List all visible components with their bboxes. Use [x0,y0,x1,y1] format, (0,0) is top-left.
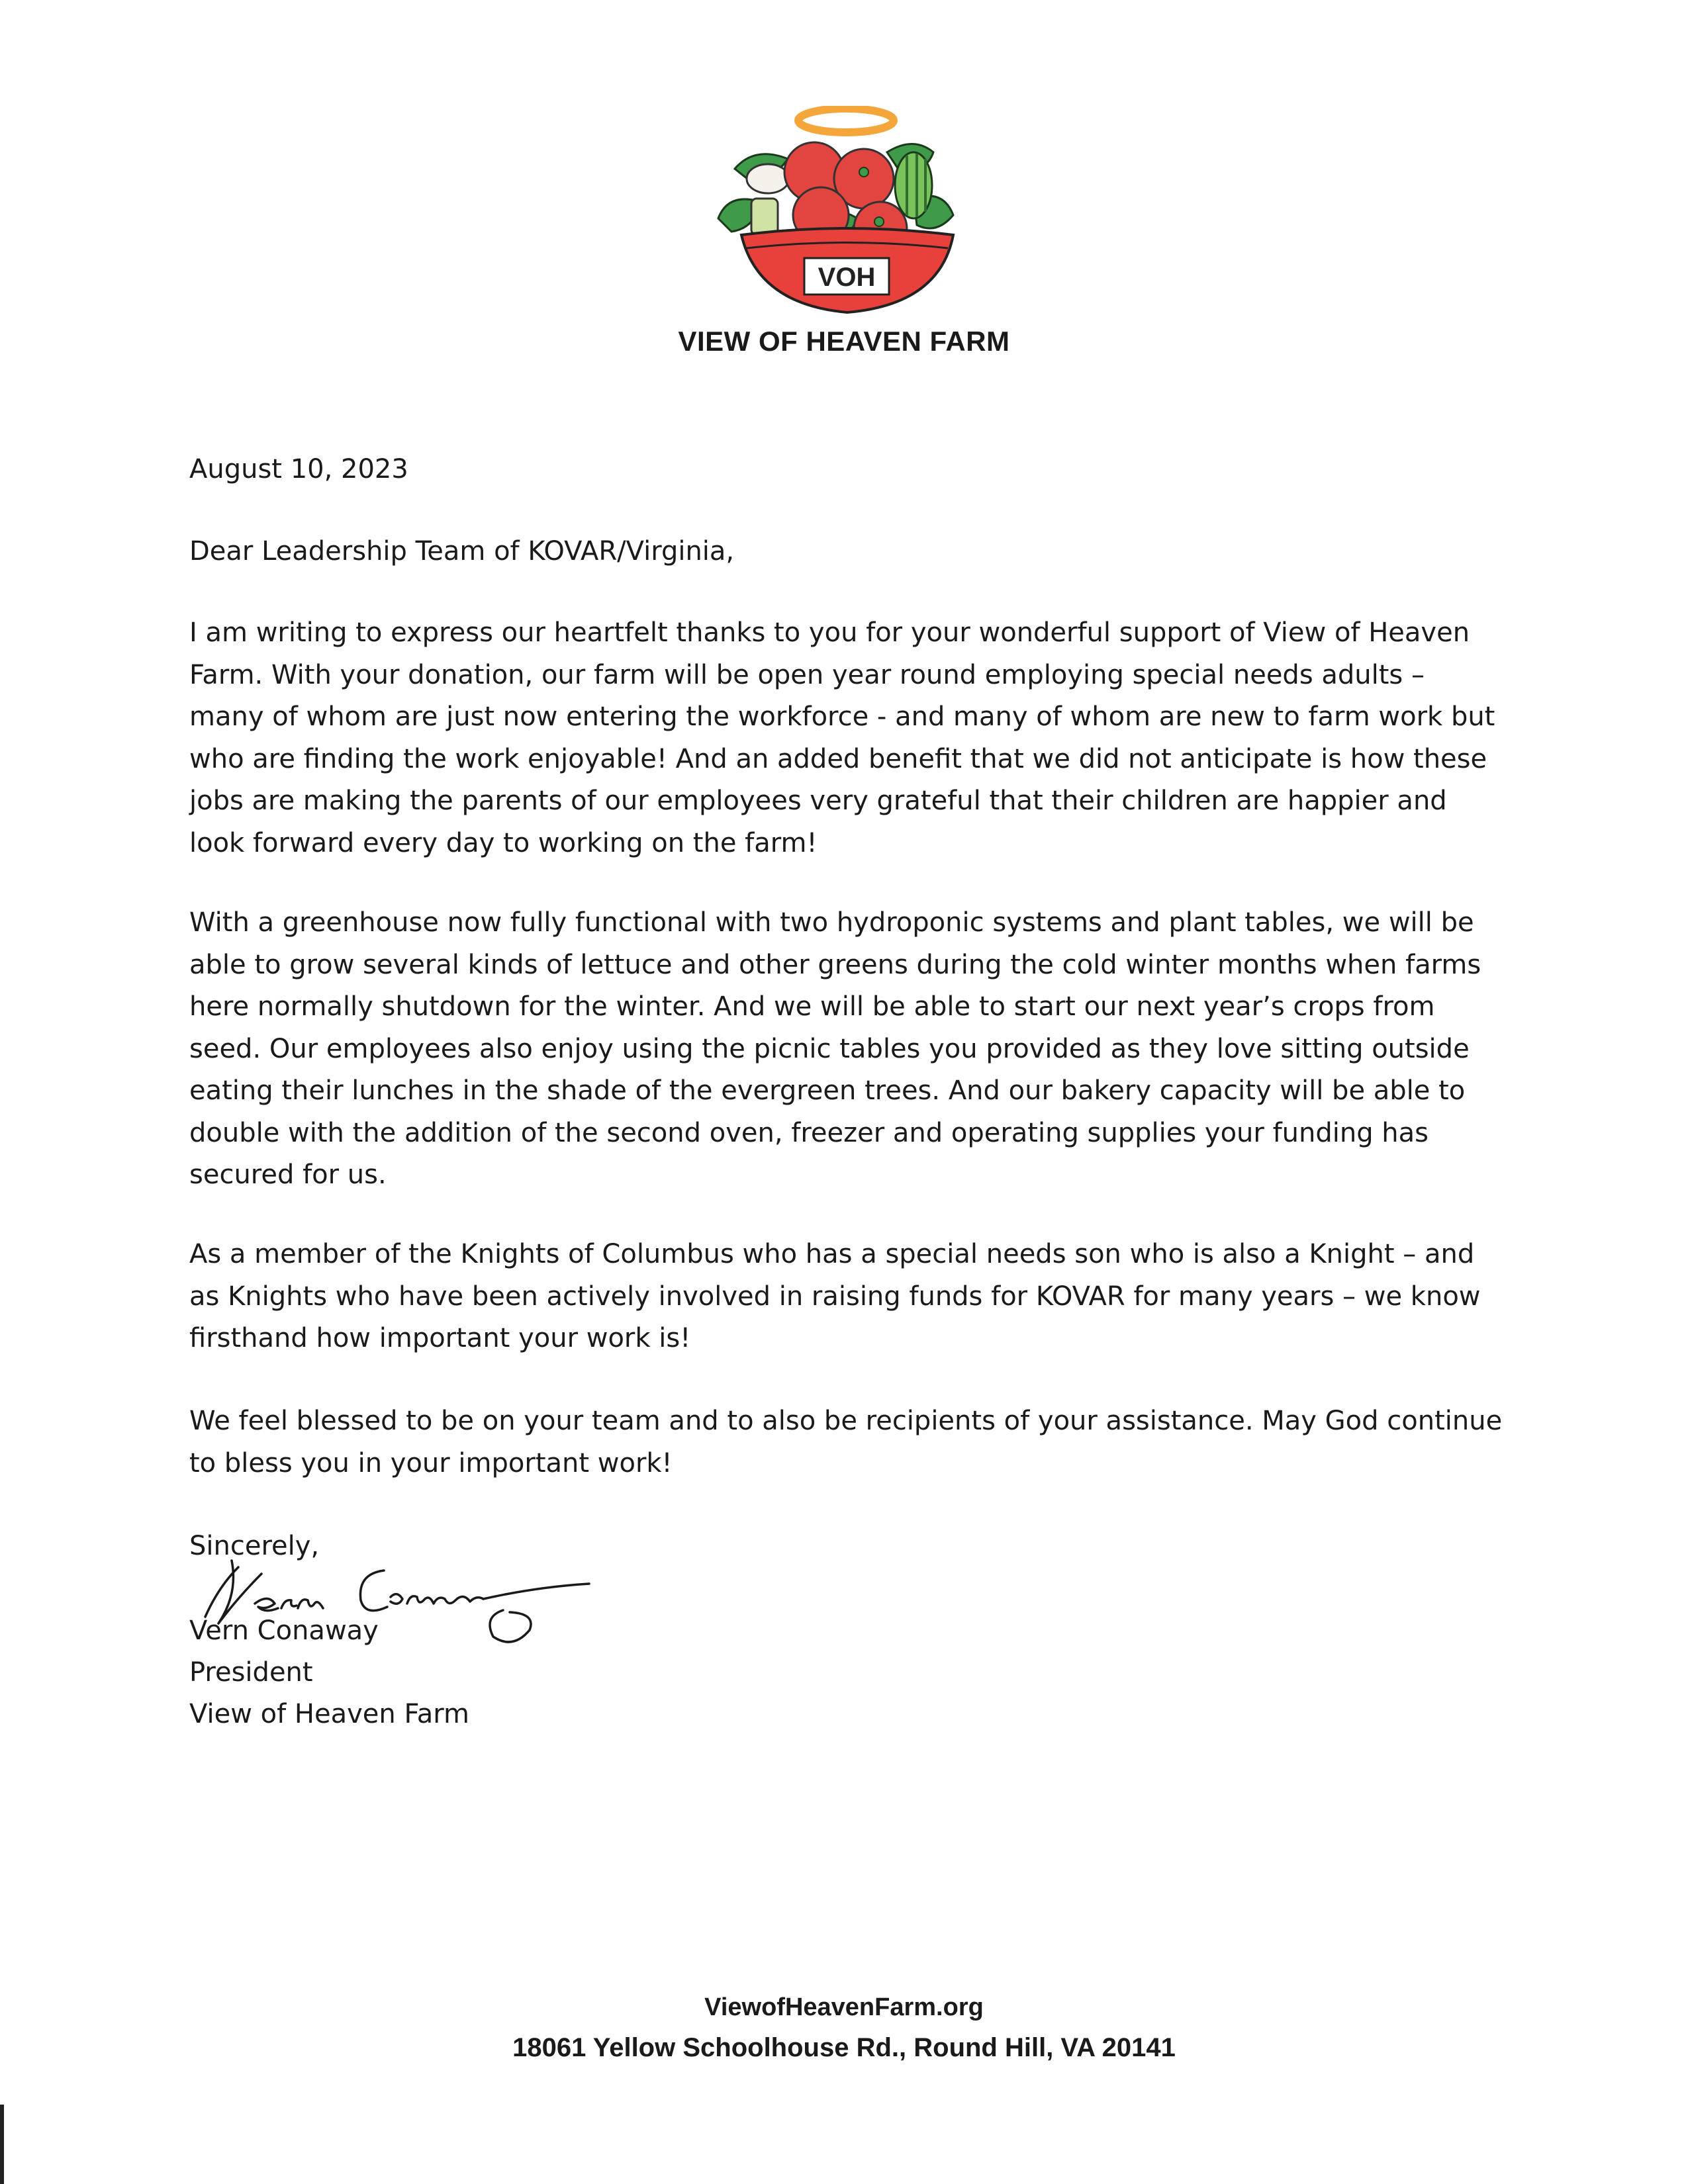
letter-paragraph: I am writing to express our heartfelt thanks to you for your wonderful support of View of Heaven Farm. With your donation, our farm will be open year round employing special needs adults – many of whom are just now entering the workforce - and many of whom are new to farm work but who are finding the work enjoyable! And an added benefit that we did not anticipate is how these jobs are making the parents of our employees very grateful that their children are happier and look forward every day to working on the farm! [189,617,1495,858]
letter-paragraph: We feel blessed to be on your team and to also be recipients of your assistance. May God continue to bless you in your important work! [189,1406,1503,1479]
letter-salutation: Dear Leadership Team of KOVAR/Virginia, [189,536,735,567]
signer-title: President [189,1657,313,1688]
letter-paragraph: With a greenhouse now fully functional with two hydroponic systems and plant tables, we will be able to grow several kinds of lettuce and other greens during the cold winter months when farms here normally shutdown for the winter. And we will be able to start our next year’s crops from seed. Our employees also enjoy using the picnic tables you provided as they love sitting outside eating their lunches in the shade of the evergreen trees. And our bakery capacity will be able to double with the addition of the second oven, freezer and operating supplies your funding has secured for us. [189,907,1481,1190]
letterhead-title: VIEW OF HEAVEN FARM [678,326,1010,357]
broccoli-icon [751,199,778,235]
farm-logo [715,106,980,324]
halo-icon [798,109,894,132]
footer-address: 18061 Yellow Schoolhouse Rd., Round Hill, VA 20141 [512,2033,1176,2062]
signer-organization: View of Heaven Farm [189,1699,470,1729]
letter-date: August 10, 2023 [189,454,408,484]
footer-website: ViewofHeavenFarm.org [704,1993,984,2021]
letter-closing: Sincerely, [189,1531,320,1561]
letter-paragraph: As a member of the Knights of Columbus who has a special needs son who is also a Knight – and as Knights who have been actively involved in raising funds for KOVAR for many years – we know firsthand how important your work is! [189,1239,1481,1353]
cauliflower-icon [747,164,789,193]
signer-name: Vern Conaway [189,1615,379,1646]
logo-text: VOH [818,263,876,292]
scan-edge-mark [0,2105,4,2184]
